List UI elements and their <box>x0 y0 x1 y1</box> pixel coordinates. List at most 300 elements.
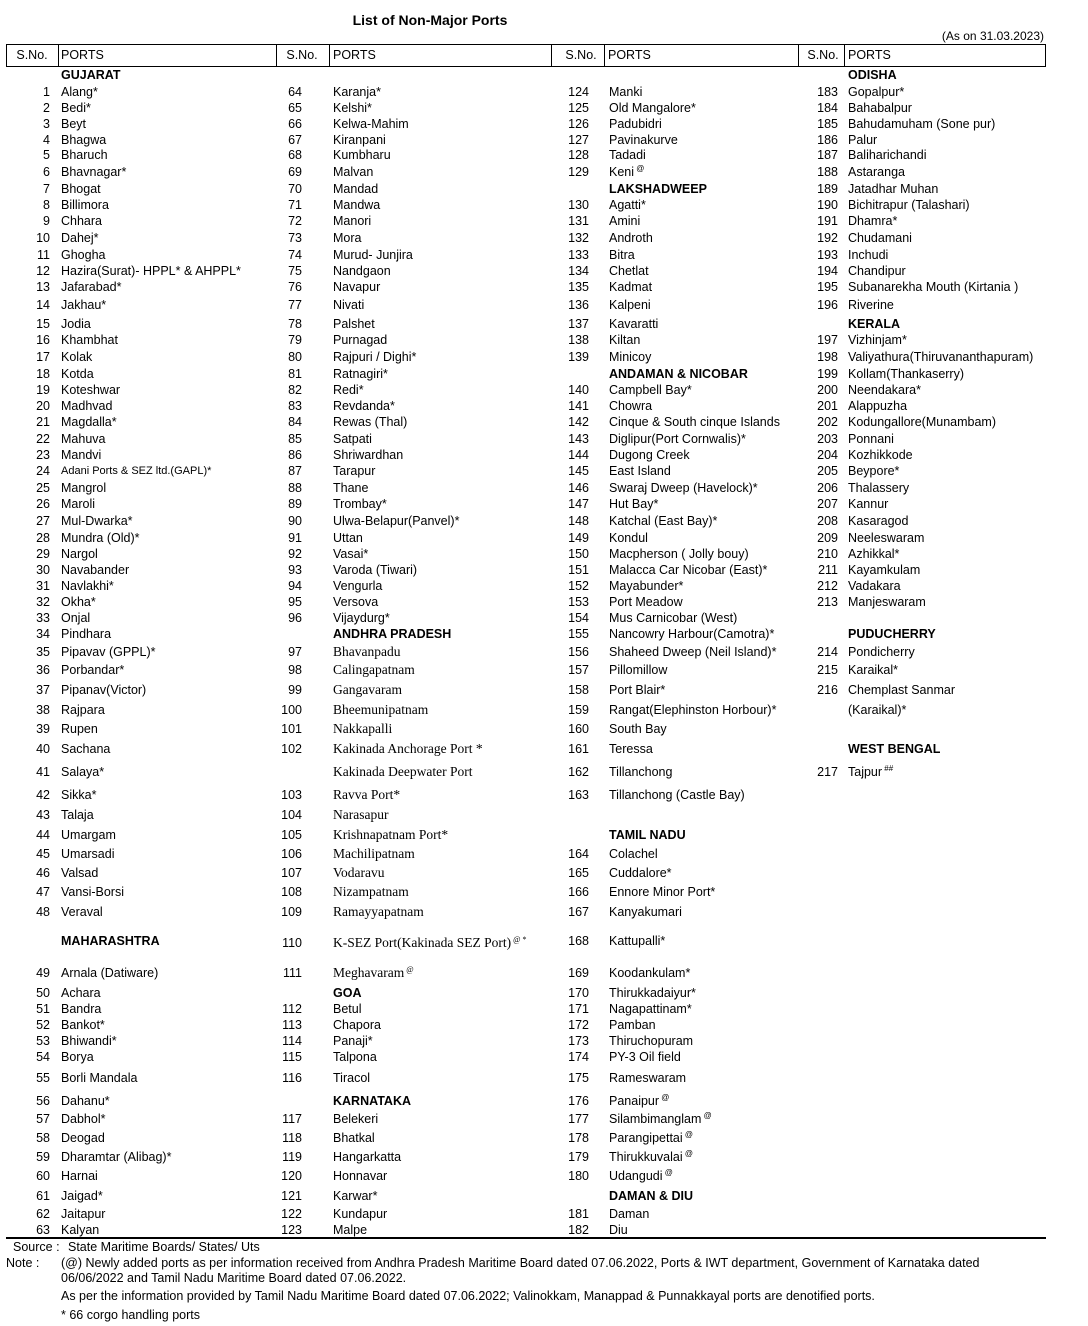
port-sno: 3 <box>43 117 50 131</box>
port-name <box>61 164 126 180</box>
port-sno: 120 <box>281 1169 302 1183</box>
port-name <box>333 414 407 430</box>
port-name <box>333 1049 377 1065</box>
port-sno: 33 <box>36 611 50 625</box>
port-name <box>609 965 690 981</box>
port-name <box>333 787 400 803</box>
port-name <box>609 132 678 148</box>
port-name <box>333 1206 387 1222</box>
port-sno: 126 <box>568 117 589 131</box>
port-name <box>61 846 115 862</box>
port-sno: 214 <box>817 645 838 659</box>
port-sno: 155 <box>568 627 589 641</box>
port-name <box>333 513 459 529</box>
port-name-text: Manki <box>609 85 643 99</box>
port-sno: 192 <box>817 231 838 245</box>
source-text: State Maritime Boards/ States/ Uts <box>68 1240 260 1254</box>
port-name-text: Mandwa <box>333 198 381 212</box>
port-sno: 25 <box>36 481 50 495</box>
port-name-text: Mangrol <box>61 481 107 495</box>
port-name <box>333 100 372 116</box>
port-name <box>61 496 95 512</box>
port-name <box>333 84 381 100</box>
section-heading: KARNATAKA <box>333 1094 411 1108</box>
port-footnote-mark: @ <box>404 965 414 974</box>
port-name <box>609 865 672 881</box>
port-sno: 13 <box>36 280 50 294</box>
port-name-text: Minicoy <box>609 350 652 364</box>
port-sno: 123 <box>281 1223 302 1237</box>
port-name-text: Navlakhi* <box>61 579 114 593</box>
port-footnote-mark: @ <box>659 1093 670 1102</box>
port-sno: 20 <box>36 399 50 413</box>
port-sno: 106 <box>281 847 302 861</box>
port-sno: 80 <box>288 350 302 364</box>
port-sno: 112 <box>282 1002 302 1016</box>
port-name-text: Maroli <box>61 497 96 511</box>
port-name-text: Bahudamuham (Sone pur) <box>848 117 996 131</box>
port-sno: 44 <box>36 828 50 842</box>
port-sno: 169 <box>568 966 589 980</box>
port-name-text: Keni <box>609 165 635 179</box>
port-name-text: Ghogha <box>61 248 106 262</box>
port-name-text: Adani Ports & SEZ ltd.(GAPL)* <box>61 465 212 477</box>
port-name <box>61 610 90 626</box>
port-sno: 107 <box>281 866 302 880</box>
port-name <box>609 1033 693 1049</box>
port-name <box>848 562 920 578</box>
port-sno: 178 <box>568 1131 589 1145</box>
port-name <box>333 164 373 180</box>
port-name-text: Daman <box>609 1207 650 1221</box>
port-name <box>848 682 955 698</box>
port-sno: 71 <box>288 198 302 212</box>
port-name-text: Tarapur <box>333 464 376 478</box>
port-sno: 38 <box>36 703 50 717</box>
port-name <box>333 297 364 313</box>
port-name-text: Meghavaram <box>333 965 405 980</box>
port-name-text: Kasaragod <box>848 514 909 528</box>
port-sno: 162 <box>568 765 589 779</box>
port-name-text: Pipanav(Victor) <box>61 683 147 697</box>
port-name <box>609 702 776 718</box>
port-name-text: Krishnapatnam Port* <box>333 827 449 842</box>
port-name-text: Umarsadi <box>61 847 115 861</box>
port-name-text: Bandra <box>61 1002 102 1016</box>
port-sno: 5 <box>43 148 50 162</box>
port-sno: 161 <box>568 742 589 756</box>
port-sno: 1 <box>43 85 50 99</box>
port-sno: 35 <box>36 645 50 659</box>
port-name-text: Bhatkal <box>333 1131 375 1145</box>
port-name <box>848 181 938 197</box>
port-name-text: Navapur <box>333 280 381 294</box>
port-sno: 119 <box>282 1150 302 1164</box>
port-sno: 54 <box>36 1050 50 1064</box>
port-sno: 168 <box>568 934 589 948</box>
port-name-text: Redi* <box>333 383 364 397</box>
port-sno: 128 <box>568 148 589 162</box>
note-line-3: As per the information provided by Tamil Nadu Maritime Board dated 07.06.2022; Valinokkam, Manappad & Punnakkayal ports are denotified ports. <box>61 1289 875 1303</box>
port-name-text: Chapora <box>333 1018 381 1032</box>
port-name <box>333 578 382 594</box>
port-name-text: Amini <box>609 214 641 228</box>
port-sno: 160 <box>568 722 589 736</box>
port-name-text: Nancowry Harbour(Camotra)* <box>609 627 775 641</box>
port-name-text: Machilipatnam <box>333 846 415 861</box>
port-name-text: Vasai* <box>333 547 369 561</box>
port-sno: 9 <box>43 214 50 228</box>
port-name <box>848 431 894 447</box>
port-name-text: Kelwa-Mahim <box>333 117 409 131</box>
port-sno: 191 <box>817 214 838 228</box>
port-name <box>333 965 414 981</box>
port-name <box>609 431 746 447</box>
source-label: Source : <box>13 1240 60 1254</box>
port-name-text: Valsad <box>61 866 99 880</box>
port-sno: 188 <box>817 165 838 179</box>
port-name <box>61 1149 171 1165</box>
port-name <box>609 230 653 246</box>
port-name <box>848 213 897 229</box>
header-ports-4: PORTS <box>848 48 891 62</box>
port-name-text: Valiyathura(Thiruvananthapuram) <box>848 350 1034 364</box>
port-name-text: Kundapur <box>333 1207 388 1221</box>
port-name <box>333 366 388 382</box>
port-name-text: Cuddalore* <box>609 866 672 880</box>
port-sno: 41 <box>36 765 50 779</box>
port-name <box>609 741 653 757</box>
port-name-text: Ratnagiri* <box>333 367 388 381</box>
section-heading: ODISHA <box>848 68 897 82</box>
port-name-text: Betul <box>333 1002 362 1016</box>
port-name <box>61 1033 117 1049</box>
port-name-text: Jaitapur <box>61 1207 106 1221</box>
port-name <box>333 721 392 737</box>
port-name <box>848 116 995 132</box>
port-name <box>61 884 124 900</box>
port-name <box>848 366 964 382</box>
port-name <box>61 1017 105 1033</box>
port-name-text: Bhavnagar* <box>61 165 127 179</box>
port-sno: 124 <box>568 85 589 99</box>
port-name <box>848 447 913 463</box>
port-sno: 63 <box>36 1223 50 1237</box>
port-name-text: Chowra <box>609 399 653 413</box>
port-name <box>609 1001 692 1017</box>
port-name-text: Cinque & South cinque Islands <box>609 415 780 429</box>
port-sno: 66 <box>288 117 302 131</box>
port-name-text: Porbandar* <box>61 663 125 677</box>
port-sno: 67 <box>288 133 302 147</box>
port-name-text: Subanarekha Mouth (Kirtania ) <box>848 280 1019 294</box>
port-name <box>609 721 667 737</box>
port-name <box>848 297 894 313</box>
port-name-text: Vijaydurg* <box>333 611 390 625</box>
port-name <box>61 594 96 610</box>
port-name-text: Thirukkadaiyur* <box>609 986 696 1000</box>
port-name-text: Rupen <box>61 722 98 736</box>
port-name-text: Kakinada Deepwater Port <box>333 764 473 779</box>
port-sno: 143 <box>568 432 589 446</box>
port-footnote-mark: @ <box>634 164 645 173</box>
port-name <box>61 562 129 578</box>
port-sno: 81 <box>288 367 302 381</box>
port-sno: 78 <box>288 317 302 331</box>
port-name <box>848 247 888 263</box>
port-sno: 163 <box>568 788 589 802</box>
port-name-text: Uttan <box>333 531 363 545</box>
port-sno: 23 <box>36 448 50 462</box>
port-sno: 102 <box>281 742 302 756</box>
note-line-1: (@) Newly added ports as per information received from Andhra Pradesh Maritime Board dated 07.06.2022, Ports & IWT department, Government of Karnataka dated <box>61 1256 980 1270</box>
port-sno: 202 <box>817 415 838 429</box>
port-name <box>61 147 108 163</box>
port-name-text: Kanyakumari <box>609 905 682 919</box>
port-sno: 83 <box>288 399 302 413</box>
port-sno: 21 <box>36 415 50 429</box>
port-name <box>333 1130 375 1146</box>
port-name <box>609 147 646 163</box>
port-name <box>609 164 644 180</box>
port-name <box>609 626 774 642</box>
port-sno: 117 <box>282 1112 302 1126</box>
port-sno: 52 <box>36 1018 50 1032</box>
port-name <box>333 349 416 365</box>
port-name-text: Dugong Creek <box>609 448 690 462</box>
port-name <box>61 662 124 678</box>
port-name-text: Jafarabad* <box>61 280 122 294</box>
port-name-text: Manori <box>333 214 372 228</box>
port-name-text: Achara <box>61 986 101 1000</box>
port-sno: 144 <box>568 448 589 462</box>
port-name-text: Ennore Minor Port* <box>609 885 716 899</box>
port-sno: 130 <box>568 198 589 212</box>
port-sno: 148 <box>568 514 589 528</box>
port-name <box>609 1049 681 1065</box>
port-name-text: Kavaratti <box>609 317 659 331</box>
port-name <box>61 447 101 463</box>
port-name <box>609 1149 693 1165</box>
port-name <box>848 132 877 148</box>
port-name-text: Vizhinjam* <box>848 333 907 347</box>
port-name <box>609 904 682 920</box>
port-sno: 122 <box>281 1207 302 1221</box>
port-sno: 104 <box>281 808 302 822</box>
port-name-text: Chudamani <box>848 231 912 245</box>
port-name-text: Thane <box>333 481 369 495</box>
port-name-text: Silambimanglam <box>609 1112 702 1126</box>
port-sno: 65 <box>288 101 302 115</box>
port-name-text: Khambhat <box>61 333 118 347</box>
port-name-text: Panaji* <box>333 1034 373 1048</box>
port-name <box>333 1070 370 1086</box>
port-sno: 72 <box>288 214 302 228</box>
header-ports-2: PORTS <box>333 48 376 62</box>
port-sno: 105 <box>281 828 302 842</box>
port-sno: 89 <box>288 497 302 511</box>
port-sno: 166 <box>568 885 589 899</box>
port-name <box>609 247 635 263</box>
port-name <box>609 546 749 562</box>
port-sno: 150 <box>568 547 589 561</box>
port-name <box>609 610 737 626</box>
port-name <box>609 1111 712 1127</box>
port-footnote-mark: @ <box>662 1168 673 1177</box>
port-name-text: Vengurla <box>333 579 383 593</box>
port-sno: 48 <box>36 905 50 919</box>
port-name-text: Beypore* <box>848 464 900 478</box>
port-sno: 74 <box>288 248 302 262</box>
port-name-text: Vodaravu <box>333 865 385 880</box>
port-name-text: Calingapatnam <box>333 662 415 677</box>
port-sno: 198 <box>817 350 838 364</box>
port-sno: 101 <box>281 722 302 736</box>
port-name-text: Rajpara <box>61 703 105 717</box>
port-sno: 215 <box>817 663 838 677</box>
port-name-text: Bharuch <box>61 148 108 162</box>
port-name-text: Pindhara <box>61 627 112 641</box>
port-sno: 146 <box>568 481 589 495</box>
port-sno: 100 <box>281 703 302 717</box>
port-name-text: Astaranga <box>848 165 905 179</box>
port-sno: 87 <box>288 464 302 478</box>
port-name <box>333 496 387 512</box>
table-header <box>6 44 1046 67</box>
port-sno: 207 <box>817 497 838 511</box>
port-name-text: Dharamtar (Alibag)* <box>61 1150 172 1164</box>
port-name-text: Shaheed Dweep (Neil Island)* <box>609 645 777 659</box>
port-name-text: Chetlat <box>609 264 649 278</box>
port-name-text: Koodankulam* <box>609 966 691 980</box>
port-sno: 145 <box>568 464 589 478</box>
port-name <box>61 366 94 382</box>
port-name <box>61 1049 94 1065</box>
port-name <box>333 562 417 578</box>
port-sno: 68 <box>288 148 302 162</box>
port-sno: 121 <box>281 1189 302 1203</box>
port-sno: 136 <box>568 298 589 312</box>
port-name <box>333 846 415 862</box>
port-sno: 140 <box>568 383 589 397</box>
port-name <box>333 935 526 951</box>
port-name-text: Vadakara <box>848 579 901 593</box>
port-sno: 98 <box>288 663 302 677</box>
port-name <box>333 316 375 332</box>
port-name-text: (Karaikal)* <box>848 703 907 717</box>
port-name <box>848 594 926 610</box>
port-name-text: Agatti* <box>609 198 646 212</box>
port-sno: 57 <box>36 1112 50 1126</box>
port-sno: 167 <box>568 905 589 919</box>
port-name <box>609 279 652 295</box>
port-name <box>61 741 110 757</box>
port-name <box>333 1149 401 1165</box>
port-sno: 16 <box>36 333 50 347</box>
port-name-text: Magdalla* <box>61 415 117 429</box>
port-name <box>609 116 662 132</box>
port-name-text: Port Meadow <box>609 595 683 609</box>
port-sno: 195 <box>817 280 838 294</box>
port-name <box>333 431 372 447</box>
port-name-text: Harnai <box>61 1169 98 1183</box>
port-name <box>333 132 386 148</box>
port-name-text: Bahabalpur <box>848 101 912 115</box>
port-name-text: Nizampatnam <box>333 884 409 899</box>
port-name-text: Ravva Port* <box>333 787 401 802</box>
port-name-text: Karanja* <box>333 85 381 99</box>
port-sno: 181 <box>568 1207 589 1221</box>
port-name <box>848 414 996 430</box>
port-name-text: Bitra <box>609 248 635 262</box>
port-name-text: Umargam <box>61 828 116 842</box>
port-name-text: K-SEZ Port(Kakinada SEZ Port) <box>333 935 512 950</box>
port-name <box>609 263 649 279</box>
port-name-text: Veraval <box>61 905 103 919</box>
port-name <box>333 263 391 279</box>
port-sno: 17 <box>36 350 50 364</box>
port-sno: 174 <box>568 1050 589 1064</box>
port-name-text: Mandad <box>333 182 379 196</box>
port-sno: 82 <box>288 383 302 397</box>
port-name <box>333 116 409 132</box>
port-sno: 203 <box>817 432 838 446</box>
port-name <box>61 382 120 398</box>
port-sno: 171 <box>568 1002 589 1016</box>
port-name-text: Gangavaram <box>333 682 402 697</box>
port-name <box>609 382 692 398</box>
port-name-text: Shriwardhan <box>333 448 404 462</box>
port-name <box>61 827 116 843</box>
port-name <box>609 480 758 496</box>
port-name-text: Karwar* <box>333 1189 378 1203</box>
port-sno: 10 <box>36 231 50 245</box>
port-sno: 2 <box>43 101 50 115</box>
port-sno: 86 <box>288 448 302 462</box>
port-name-text: Billimora <box>61 198 109 212</box>
port-name <box>61 263 241 279</box>
port-name <box>609 496 658 512</box>
port-name-text: Borli Mandala <box>61 1071 138 1085</box>
note-line-2: 06/06/2022 and Tamil Nadu Maritime Board dated 07.06.2022. <box>61 1271 407 1285</box>
port-sno: 32 <box>36 595 50 609</box>
port-name <box>333 398 395 414</box>
port-name-text: Kakinada Anchorage Port * <box>333 741 483 756</box>
port-name-text: Kodungallore(Munambam) <box>848 415 996 429</box>
header-sno-4: S.No. <box>807 48 839 62</box>
port-name <box>333 807 388 823</box>
port-sno: 91 <box>288 531 302 545</box>
port-name-text: Kiltan <box>609 333 641 347</box>
port-sno: 27 <box>36 514 50 528</box>
port-name-text: Chhara <box>61 214 102 228</box>
port-sno: 180 <box>568 1169 589 1183</box>
port-sno: 53 <box>36 1034 50 1048</box>
port-name-text: Rangat(Elephinston Horbour)* <box>609 703 777 717</box>
port-name-text: Pavinakurve <box>609 133 678 147</box>
port-sno: 206 <box>817 481 838 495</box>
port-name <box>61 1111 105 1127</box>
port-sno: 14 <box>36 298 50 312</box>
port-name <box>333 702 428 718</box>
port-sno: 172 <box>568 1018 589 1032</box>
port-name <box>848 398 907 414</box>
port-sno: 114 <box>282 1034 302 1048</box>
port-sno: 158 <box>568 683 589 697</box>
port-sno: 147 <box>568 497 589 511</box>
port-sno: 185 <box>817 117 838 131</box>
port-name <box>848 513 908 529</box>
